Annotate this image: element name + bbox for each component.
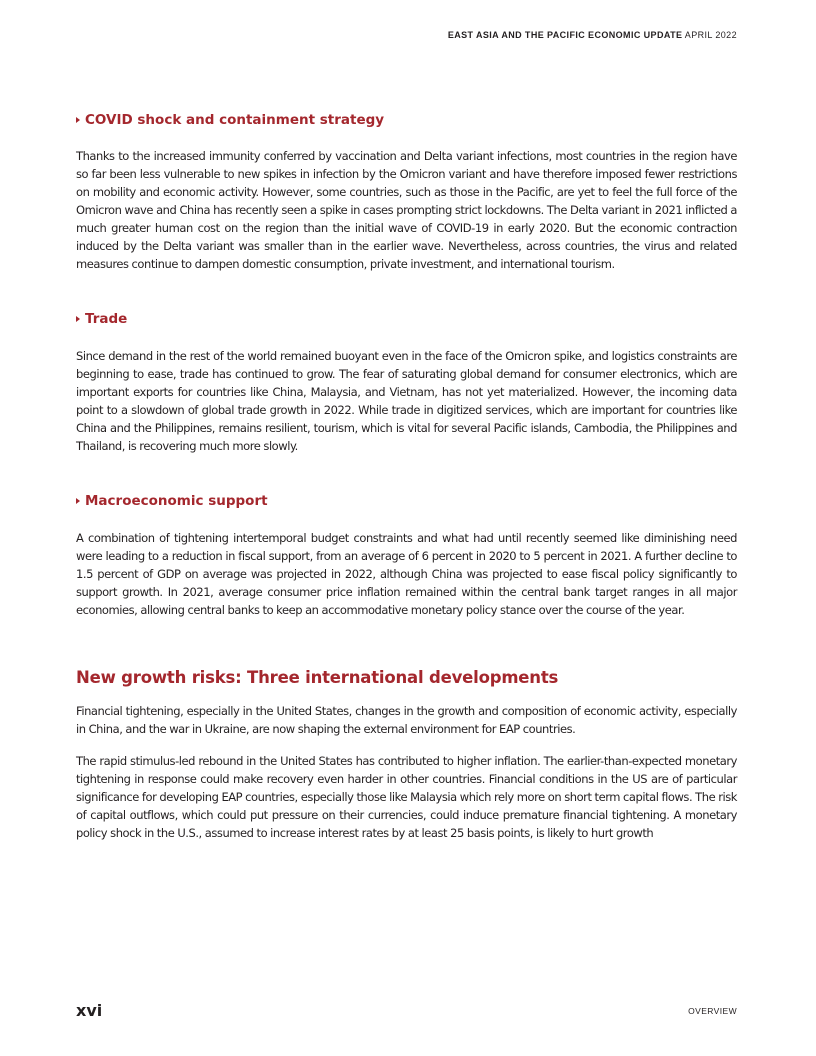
triangle-bullet-icon <box>76 316 80 322</box>
section-body-covid: Thanks to the increased immunity conferred by vaccination and Delta variant infections, most countries in the region have so far been less vulnerable to new spikes in infection by the Omicron variant and have therefore imposed fewer restrictions on mobility and economic activity. However, some countries, such as those in the Pacific, are yet to feel the full force of the Omicron wave and China has recently seen a spike in cases prompting strict lockdowns. The Delta variant in 2021 inflicted a much greater human cost on the region than the initial wave of COVID-19 in early 2020. But the economic contraction induced by the Delta variant was smaller than in the earlier wave. Nevertheless, across countries, the virus and related measures continue to dampen domestic consumption, private investment, and international tourism. <box>76 149 737 271</box>
section-heading-text: COVID shock and containment strategy <box>85 112 385 128</box>
section-heading-text: Trade <box>85 311 128 327</box>
triangle-bullet-icon <box>76 498 80 504</box>
section-body-macro-support: A combination of tightening intertemporal budget constraints and what had until recently seemed like diminishing need were leading to a reduction in fiscal support, from an average of 6 percent in 2020 to 5 percent in 2021. A further decline to 1.5 percent of GDP on average was projected in 2022, although China was projected to ease fiscal policy significantly to support growth. In 2021, average consumer price inflation remained within the central bank target ranges in all major economies, allowing central banks to keep an accommodative monetary policy stance over the course of the year. <box>76 531 737 617</box>
triangle-bullet-icon <box>76 117 80 123</box>
section-heading-covid <box>76 110 737 130</box>
section-heading-trade <box>76 309 737 329</box>
risks-heading: New growth risks: Three international developments <box>76 668 559 687</box>
section-body-trade: Since demand in the rest of the world remained buoyant even in the face of the Omicron spike, and logistics constraints are beginning to ease, trade has continued to grow. The fear of saturating global demand for consumer electronics, which are important exports for countries like China, Malaysia, and Vietnam, has not yet materialized. However, the incoming data point to a slowdown of global trade growth in 2022. While trade in digitized services, which are important for countries like China and the Philippines, remains resilient, tourism, which is vital for several Pacific islands, Cambodia, the Philippines and Thailand, is recovering much more slowly. <box>76 349 737 453</box>
section-heading-text: Macroeconomic support <box>85 493 268 509</box>
page-content <box>76 110 737 842</box>
running-head-title: EAST ASIA AND THE PACIFIC ECONOMIC UPDATE <box>447 30 683 40</box>
running-head-date: APRIL 2022 <box>684 30 737 40</box>
risks-paragraph-1: Financial tightening, especially in the United States, changes in the growth and composition of economic activity, especially in China, and the war in Ukraine, are now shaping the external environment for EAP countries. <box>76 704 737 736</box>
running-head <box>448 30 737 40</box>
section-heading-macro-support <box>76 491 737 511</box>
page-number: xvi <box>76 1001 103 1020</box>
footer-section-label: OVERVIEW <box>688 1006 737 1016</box>
risks-paragraph-2: The rapid stimulus-led rebound in the United States has contributed to higher inflation. The earlier-than-expected monetary tightening in response could make recovery even harder in other countries. Financial conditions in the US are of particular significance for developing EAP countries, especially those like Malaysia which rely more on short term capital flows. The risk of capital outflows, which could put pressure on their currencies, could induce premature financial tightening. A monetary policy shock in the U.S., assumed to increase interest rates by at least 25 basis points, is likely to hurt growth <box>76 754 737 840</box>
